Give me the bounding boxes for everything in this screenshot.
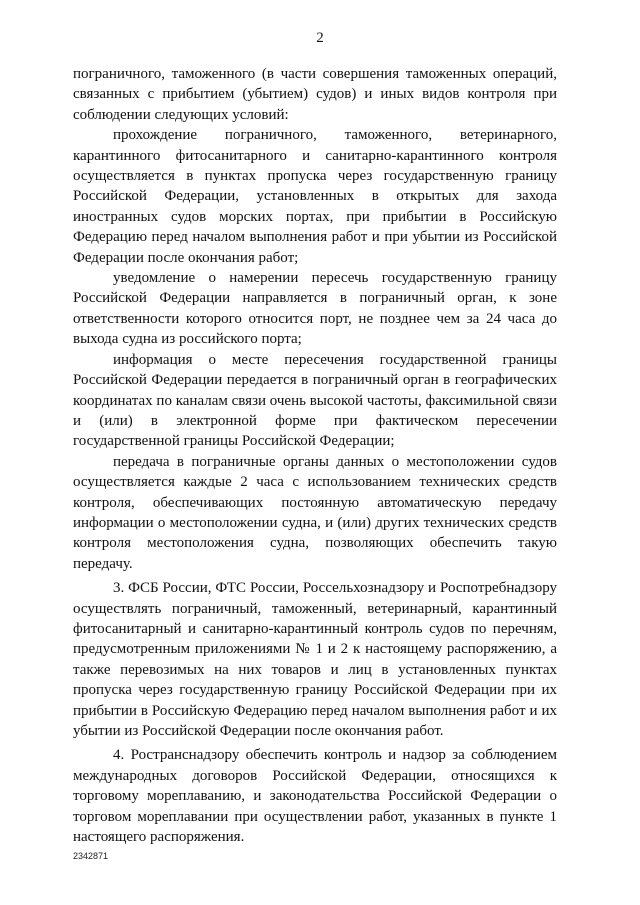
document-body [73, 64, 557, 847]
paragraph-condition-crossing-info: информация о месте пересечения государственной границы Российской Федерации передается в пограничный орган в географических координатах по каналам связи очень высокой частоты, факсимильной связи и (или) в электронной форме при фактическом пересечении государственной границы Российской Федерации; [73, 351, 557, 450]
paragraph-item-4: 4. Ространснадзору обеспечить контроль и надзор за соблюдением международных договоров Российской Федерации, относящихся к торговому мореплаванию, и законодательства Российской Федерации о торговом мореплавании при осуществлении работ, указанных в пункте 1 настоящего распоряжения. [73, 747, 557, 846]
paragraph-condition-crossing-points: прохождение пограничного, таможенного, ветеринарного, карантинного фитосанитарного и санитарно-карантинного контроля осуществляется в пунктах пропуска через государственную границу Российской Федерации, установленных в открытых для захода иностранных судов морских портах, при прибытии в Российскую Федерацию перед началом выполнения работ и при убытии из Российской Федерации после окончания работ; [73, 127, 557, 266]
document-code: 2342871 [73, 851, 109, 861]
paragraph-condition-position-reporting: передача в пограничные органы данных о местоположении судов осуществляется каждые 2 часа с использованием технических средств контроля, обеспечивающих постоянную автоматическую передачу информации о местоположении судна, и (или) других технических средств контроля местоположения судна, позволяющих обеспечить такую передачу. [73, 453, 557, 572]
page-number: 2 [316, 30, 324, 46]
paragraph-continuation: пограничного, таможенного (в части совершения таможенных операций, связанных с прибытием (убытием) судов) и иных видов контроля при соблюдении следующих условий: [73, 66, 557, 123]
paragraph-item-3: 3. ФСБ России, ФТС России, Россельхознадзору и Роспотребнадзору осуществлять пограничный, таможенный, ветеринарный, карантинный фитосанитарный и санитарно-карантинный контроль судов по перечням, предусмотренным приложениями № 1 и 2 к настоящему распоряжению, а также перевозимых на них товаров и лиц в установленных пунктах пропуска через государственную границу Российской Федерации при их прибытии в Российскую Федерацию перед началом выполнения работ и их убытии из Российской Федерации после окончания работ. [73, 580, 557, 739]
paragraph-condition-notification: уведомление о намерении пересечь государственную границу Российской Федерации направляется в пограничный орган, к зоне ответственности которого относится порт, не позднее чем за 24 часа до выхода судна из российского порта; [73, 270, 557, 348]
